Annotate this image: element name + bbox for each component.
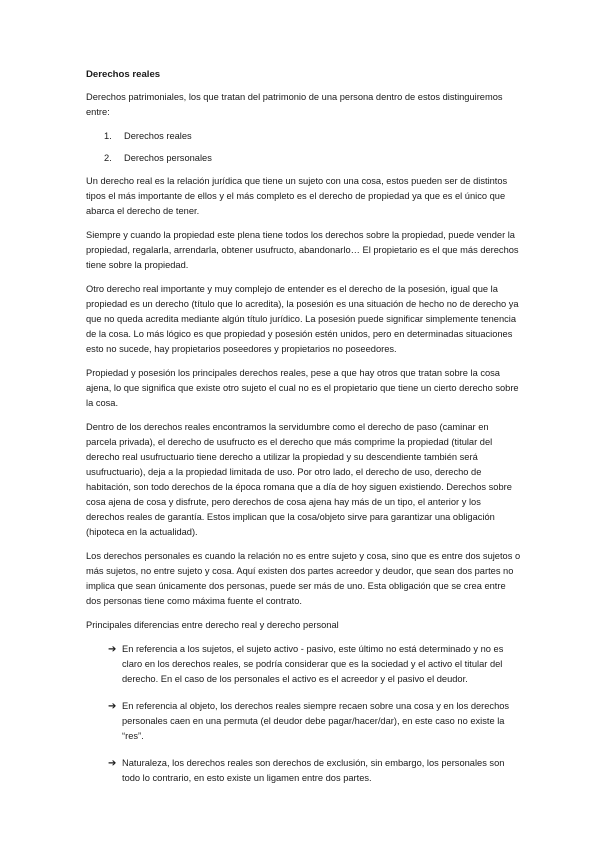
list-item-number: 1. [104,131,112,141]
body-paragraph: Otro derecho real importante y muy complejo de entender es el derecho de la posesión, igual que la propiedad es un derecho (título que lo acredita), la posesión es una situación de hecho no de derecho ya que no queda acredita mediante algún título jurídico. La posesión puede significar simplemente tenencia de la cosa. Lo más lógico es que propiedad y posesión estén unidos, pero en determinadas situaciones esto no sucede, hay propietarios poseedores y propietarios no poseedores. [86,284,519,354]
body-paragraph: Siempre y cuando la propiedad este plena tiene todos los derechos sobre la propiedad, puede vender la propiedad, regalarla, arrendarla, obtener usufructo, abandonarlo… El propietario es el que más derechos tiene sobre la propiedad. [86,230,519,270]
body-paragraph: Propiedad y posesión los principales derechos reales, pese a que hay otros que tratan sobre la cosa ajena, lo que significa que existe otro sujeto el cual no es el propietario que tiene un cierto derecho sobre la cosa. [86,368,519,408]
differences-heading: Principales diferencias entre derecho real y derecho personal [86,620,339,630]
list-item [86,151,521,166]
arrow-right-icon: ➔ [108,701,117,712]
list-item-number: 2. [104,153,112,163]
arrow-right-icon: ➔ [108,758,117,769]
bullet-text: En referencia a los sujetos, el sujeto activo - pasivo, este último no está determinado y no es claro en los derechos reales, se podría considerar que es la sociedad y el activo el titular del derecho. En el caso de los personales el activo es el acreedor y el pasivo el deudor. [122,644,504,684]
intro-paragraph: Derechos patrimoniales, los que tratan del patrimonio de una persona dentro de estos distinguiremos entre: [86,92,503,117]
list-item [86,129,521,144]
differences-list [86,642,521,786]
rights-list [86,129,521,166]
body-paragraph: Un derecho real es la relación jurídica que tiene un sujeto con una cosa, estos pueden ser de distintos tipos el más importante de ellos y el más completo es el derecho de propiedad ya que es el único que abarca el derecho de tener. [86,176,508,216]
list-item-label: Derechos reales [124,131,192,141]
body-paragraph: Dentro de los derechos reales encontramos la servidumbre como el derecho de paso (caminar en parcela privada), el derecho de usufructo es el derecho que más comprime la propiedad (titular del derecho real usufructuario tiene derecho a utilizar la propiedad y su descendiente también será usufructuario), deja a la propiedad limitada de uso. Por otro lado, el derecho de uso, derecho de habitación, son todo derechos de la época romana que a día de hoy siguen existiendo. Derechos sobre cosa ajena de cosa y disfrute, pero derechos de cosa ajena hay más de un tipo, el anterior y los derechos reales de garantía. Estos implican que la cosa/objeto sirve para garantizar una obligación (hipoteca en la actualidad). [86,422,512,537]
arrow-right-icon: ➔ [108,644,117,655]
list-item [86,756,521,786]
bullet-text: Naturaleza, los derechos reales son derechos de exclusión, sin embargo, los personales son todo lo contrario, en esto existe un ligamen entre dos partes. [122,758,505,783]
document-title: Derechos reales [86,69,161,80]
list-item [86,699,521,744]
body-paragraph: Los derechos personales es cuando la relación no es entre sujeto y cosa, sino que es entre dos sujetos o más sujetos, no entre sujeto y cosa. Aquí existen dos partes acreedor y deudor, que sean dos partes no implica que sean únicamente dos personas, puede ser más de uno. Esta obligación que se crea entre dos personas tiene como máxima fuente el contrato. [86,551,521,606]
bullet-text: En referencia al objeto, los derechos reales siempre recaen sobre una cosa y en los derechos personales caen en una permuta (el deudor debe pagar/hacer/dar), en este caso no existe la “res”. [122,701,510,741]
list-item-label: Derechos personales [124,153,212,163]
list-item [86,642,521,687]
